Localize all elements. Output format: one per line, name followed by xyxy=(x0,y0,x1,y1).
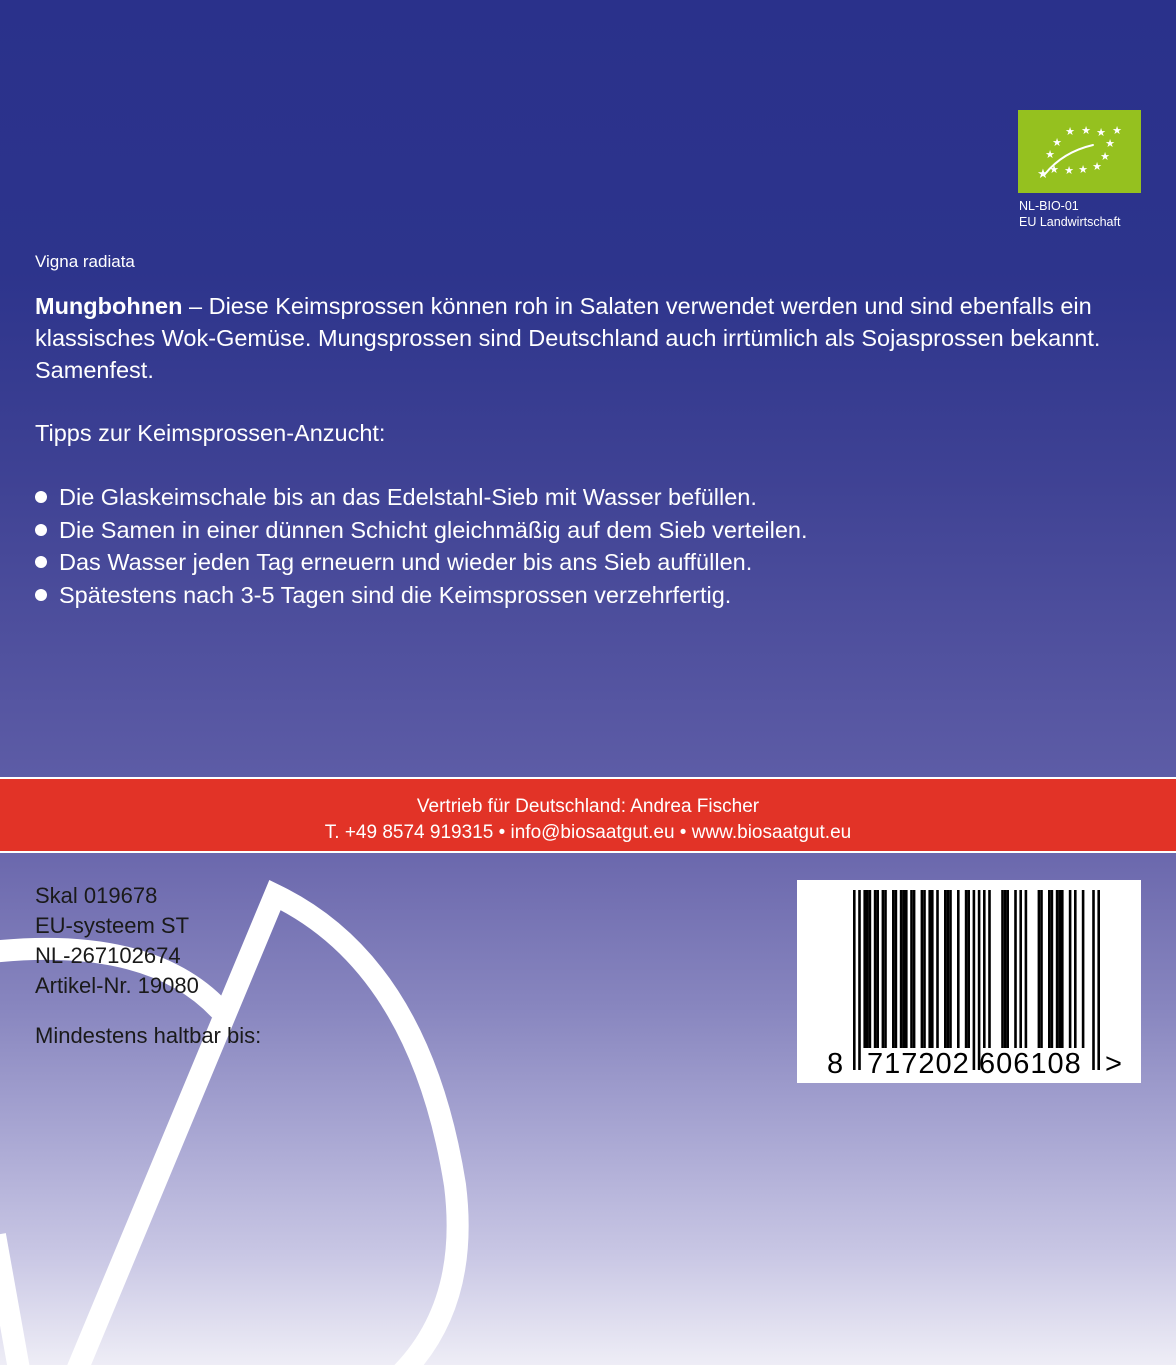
svg-text:★: ★ xyxy=(1081,124,1091,137)
barcode xyxy=(797,880,1141,1083)
skal-number: Skal 019678 xyxy=(35,883,158,908)
tip-item xyxy=(35,481,808,514)
best-before-label: Mindestens haltbar bis: xyxy=(35,1023,262,1048)
eu-organic-leaf-icon xyxy=(1018,110,1141,193)
bullet-icon xyxy=(35,556,47,568)
eu-logo-caption xyxy=(1019,198,1120,230)
bottom-panel xyxy=(0,855,1176,1365)
svg-text:★: ★ xyxy=(1112,124,1122,137)
product-description xyxy=(35,290,1150,386)
svg-text:★: ★ xyxy=(1064,164,1074,177)
barcode-quiet-marker: > xyxy=(1105,1048,1123,1080)
product-description-text: – Diese Keimsprossen können roh in Salaten verwendet werden und sind ebenfalls ein klassisches Wok-Gemüse. Mungsprossen sind Deutschland auch irrtümlich als Sojasprossen bekannt. Samenfest. xyxy=(35,293,1101,383)
eu-logo-origin: EU Landwirtschaft xyxy=(1019,215,1121,229)
tip-item xyxy=(35,546,808,579)
eu-organic-logo xyxy=(1018,110,1141,193)
eu-system: EU-systeem ST xyxy=(35,913,190,938)
barcode-right-group: 606108 xyxy=(979,1048,1082,1080)
article-number: Artikel-Nr. 19080 xyxy=(35,973,199,998)
tip-item xyxy=(35,514,808,547)
svg-text:★: ★ xyxy=(1078,163,1088,176)
distribution-text xyxy=(0,794,1176,846)
barcode-first-digit: 8 xyxy=(827,1048,845,1080)
bullet-icon xyxy=(35,589,47,601)
tip-text: Die Samen in einer dünnen Schicht gleichmäßig auf dem Sieb verteilen. xyxy=(59,516,808,543)
eu-logo-code: NL-BIO-01 xyxy=(1019,199,1079,213)
distributor-line: Vertrieb für Deutschland: Andrea Fischer xyxy=(416,796,760,817)
tip-item xyxy=(35,579,808,612)
nl-number: NL-267102674 xyxy=(35,943,181,968)
band-divider xyxy=(0,775,1176,777)
tip-text: Die Glaskeimschale bis an das Edelstahl-Sieb mit Wasser befüllen. xyxy=(59,484,757,510)
tips-list xyxy=(35,481,808,611)
tip-text: Spätestens nach 3-5 Tagen sind die Keimsprossen verzehrfertig. xyxy=(59,581,732,608)
bullet-icon xyxy=(35,491,47,503)
svg-text:★: ★ xyxy=(1105,137,1115,150)
bullet-icon xyxy=(35,524,47,536)
svg-text:★: ★ xyxy=(1049,163,1059,176)
certification-codes xyxy=(35,881,199,1001)
barcode-left-group: 717202 xyxy=(867,1048,970,1080)
distribution-band xyxy=(0,775,1176,855)
svg-text:★: ★ xyxy=(1045,148,1055,161)
latin-name: Vigna radiata xyxy=(35,252,135,271)
product-name: Mungbohnen xyxy=(35,293,183,319)
svg-text:★: ★ xyxy=(1100,150,1110,163)
contact-line: T. +49 8574 919315 • info@biosaatgut.eu • www.biosaatgut.eu xyxy=(324,822,852,843)
distribution-band-red xyxy=(0,779,1176,851)
svg-text:★: ★ xyxy=(1037,167,1049,182)
svg-text:★: ★ xyxy=(1052,136,1062,149)
svg-text:★: ★ xyxy=(1092,160,1102,173)
tip-text: Das Wasser jeden Tag erneuern und wieder bis ans Sieb auffüllen. xyxy=(59,549,753,575)
tips-heading: Tipps zur Keimsprossen-Anzucht: xyxy=(35,420,386,446)
svg-text:★: ★ xyxy=(1096,126,1106,139)
svg-text:★: ★ xyxy=(1065,125,1075,138)
